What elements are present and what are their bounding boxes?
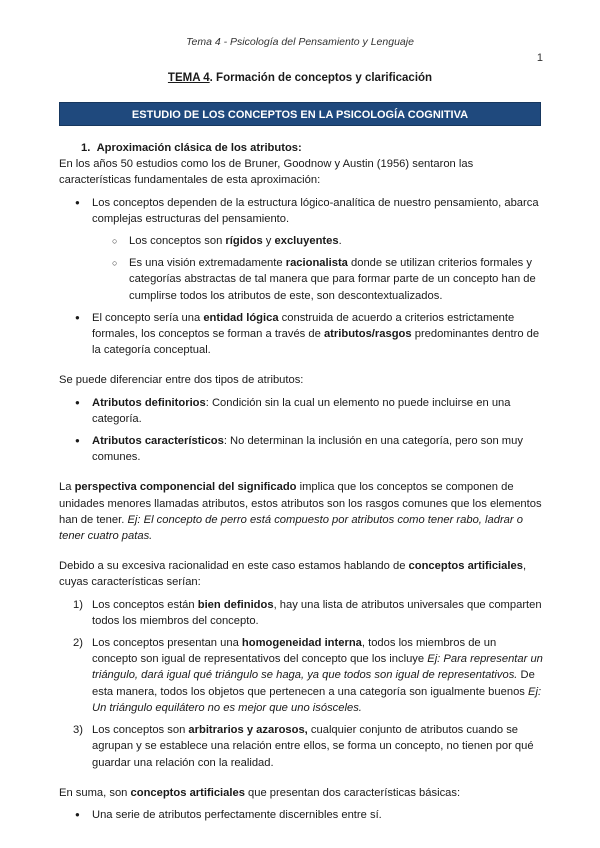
numbered-item: 1) Los conceptos están bien definidos, hay una lista de atributos universales que comparten todos los miembros del concepto. [73, 598, 542, 627]
types-list [59, 395, 543, 466]
heading-number: 1. [81, 142, 91, 154]
page-number: 1 [536, 52, 543, 64]
numbered-item: 2) Los conceptos presentan una homogeneidad interna, todos los miembros de un concepto son igual de representativos del concepto que los incluye Ej: Para representar un triángulo, dará igual qué triángulo se haga, ya que todos son igual de representativos. De esta manera, todos los objetos que pertenecen a una categoría son igualmente buenos Ej: Un triángulo equilátero no es mejor que uno isósceles. [73, 637, 543, 714]
list-item: ● Atributos característicos: No determinan la inclusión en una categoría, pero son muy comunes. [59, 433, 543, 465]
section-banner: ESTUDIO DE LOS CONCEPTOS EN LA PSICOLOGÍA COGNITIVA [59, 102, 541, 126]
list-item: ● El concepto sería una entidad lógica construida de acuerdo a criterios estrictamente formales, los conceptos se forman a través de atributos/rasgos predominantes dentro de la categoría conceptual. [59, 310, 543, 359]
section-intro: En los años 50 estudios como los de Bruner, Goodnow y Austin (1956) sentaron las características fundamentales de esta aproximación: [59, 158, 474, 187]
sub-list-item: ○ Los conceptos son rígidos y excluyentes. [59, 233, 543, 249]
artificial-intro: Debido a su excesiva racionalidad en este caso estamos hablando de conceptos artificiales, cuyas características serían: [59, 560, 527, 589]
content [59, 140, 543, 823]
section-heading [59, 140, 543, 156]
title-topic: TEMA 4 [167, 72, 210, 84]
heading-text: Aproximación clásica de los atributos: [96, 142, 302, 154]
sub-list-item: ○ Es una visión extremadamente racionalista donde se utilizan criterios formales y categorías abstractas de tal manera que para formar parte de un concepto han de cumplirse todos los atributos de este, son descontextualizados. [59, 255, 543, 304]
list-item: ● Una serie de atributos perfectamente discernibles entre sí. [59, 807, 543, 823]
title-text: . Formación de conceptos y clarificación [209, 72, 433, 84]
list-item: ● Atributos definitorios: Condición sin la cual un elemento no puede incluirse en una categoría. [59, 395, 543, 427]
numbered-item: 3) Los conceptos son arbitrarios y azarosos, cualquier conjunto de atributos cuando se agrupan y se establece una relación entre ellos, se forma un concepto, no tienen por qué guardar una relación con la realidad. [73, 724, 534, 769]
attribute-list [59, 195, 543, 359]
running-header: Tema 4 - Psicología del Pensamiento y Lenguaje [186, 36, 414, 48]
list-item: ● Los conceptos dependen de la estructura lógico-analítica de nuestro pensamiento, abarca complejas estructuras del pensamiento. [59, 195, 543, 227]
types-intro: Se puede diferenciar entre dos tipos de atributos: [59, 374, 304, 387]
numbered-list [59, 597, 543, 771]
summary-list [59, 807, 543, 823]
summary-paragraph: En suma, son conceptos artificiales que presentan dos características básicas: [59, 786, 461, 799]
componencial-paragraph: La perspectiva componencial del significado implica que los conceptos se componen de unidades menores llamadas atributos, estos atributos son los rasgos comunes que los elementos han de tener. Ej: El concepto de perro está compuesto por atributos como tener rabo, ladrar o tener cuatro patas. [59, 481, 542, 543]
page-title [0, 72, 600, 84]
